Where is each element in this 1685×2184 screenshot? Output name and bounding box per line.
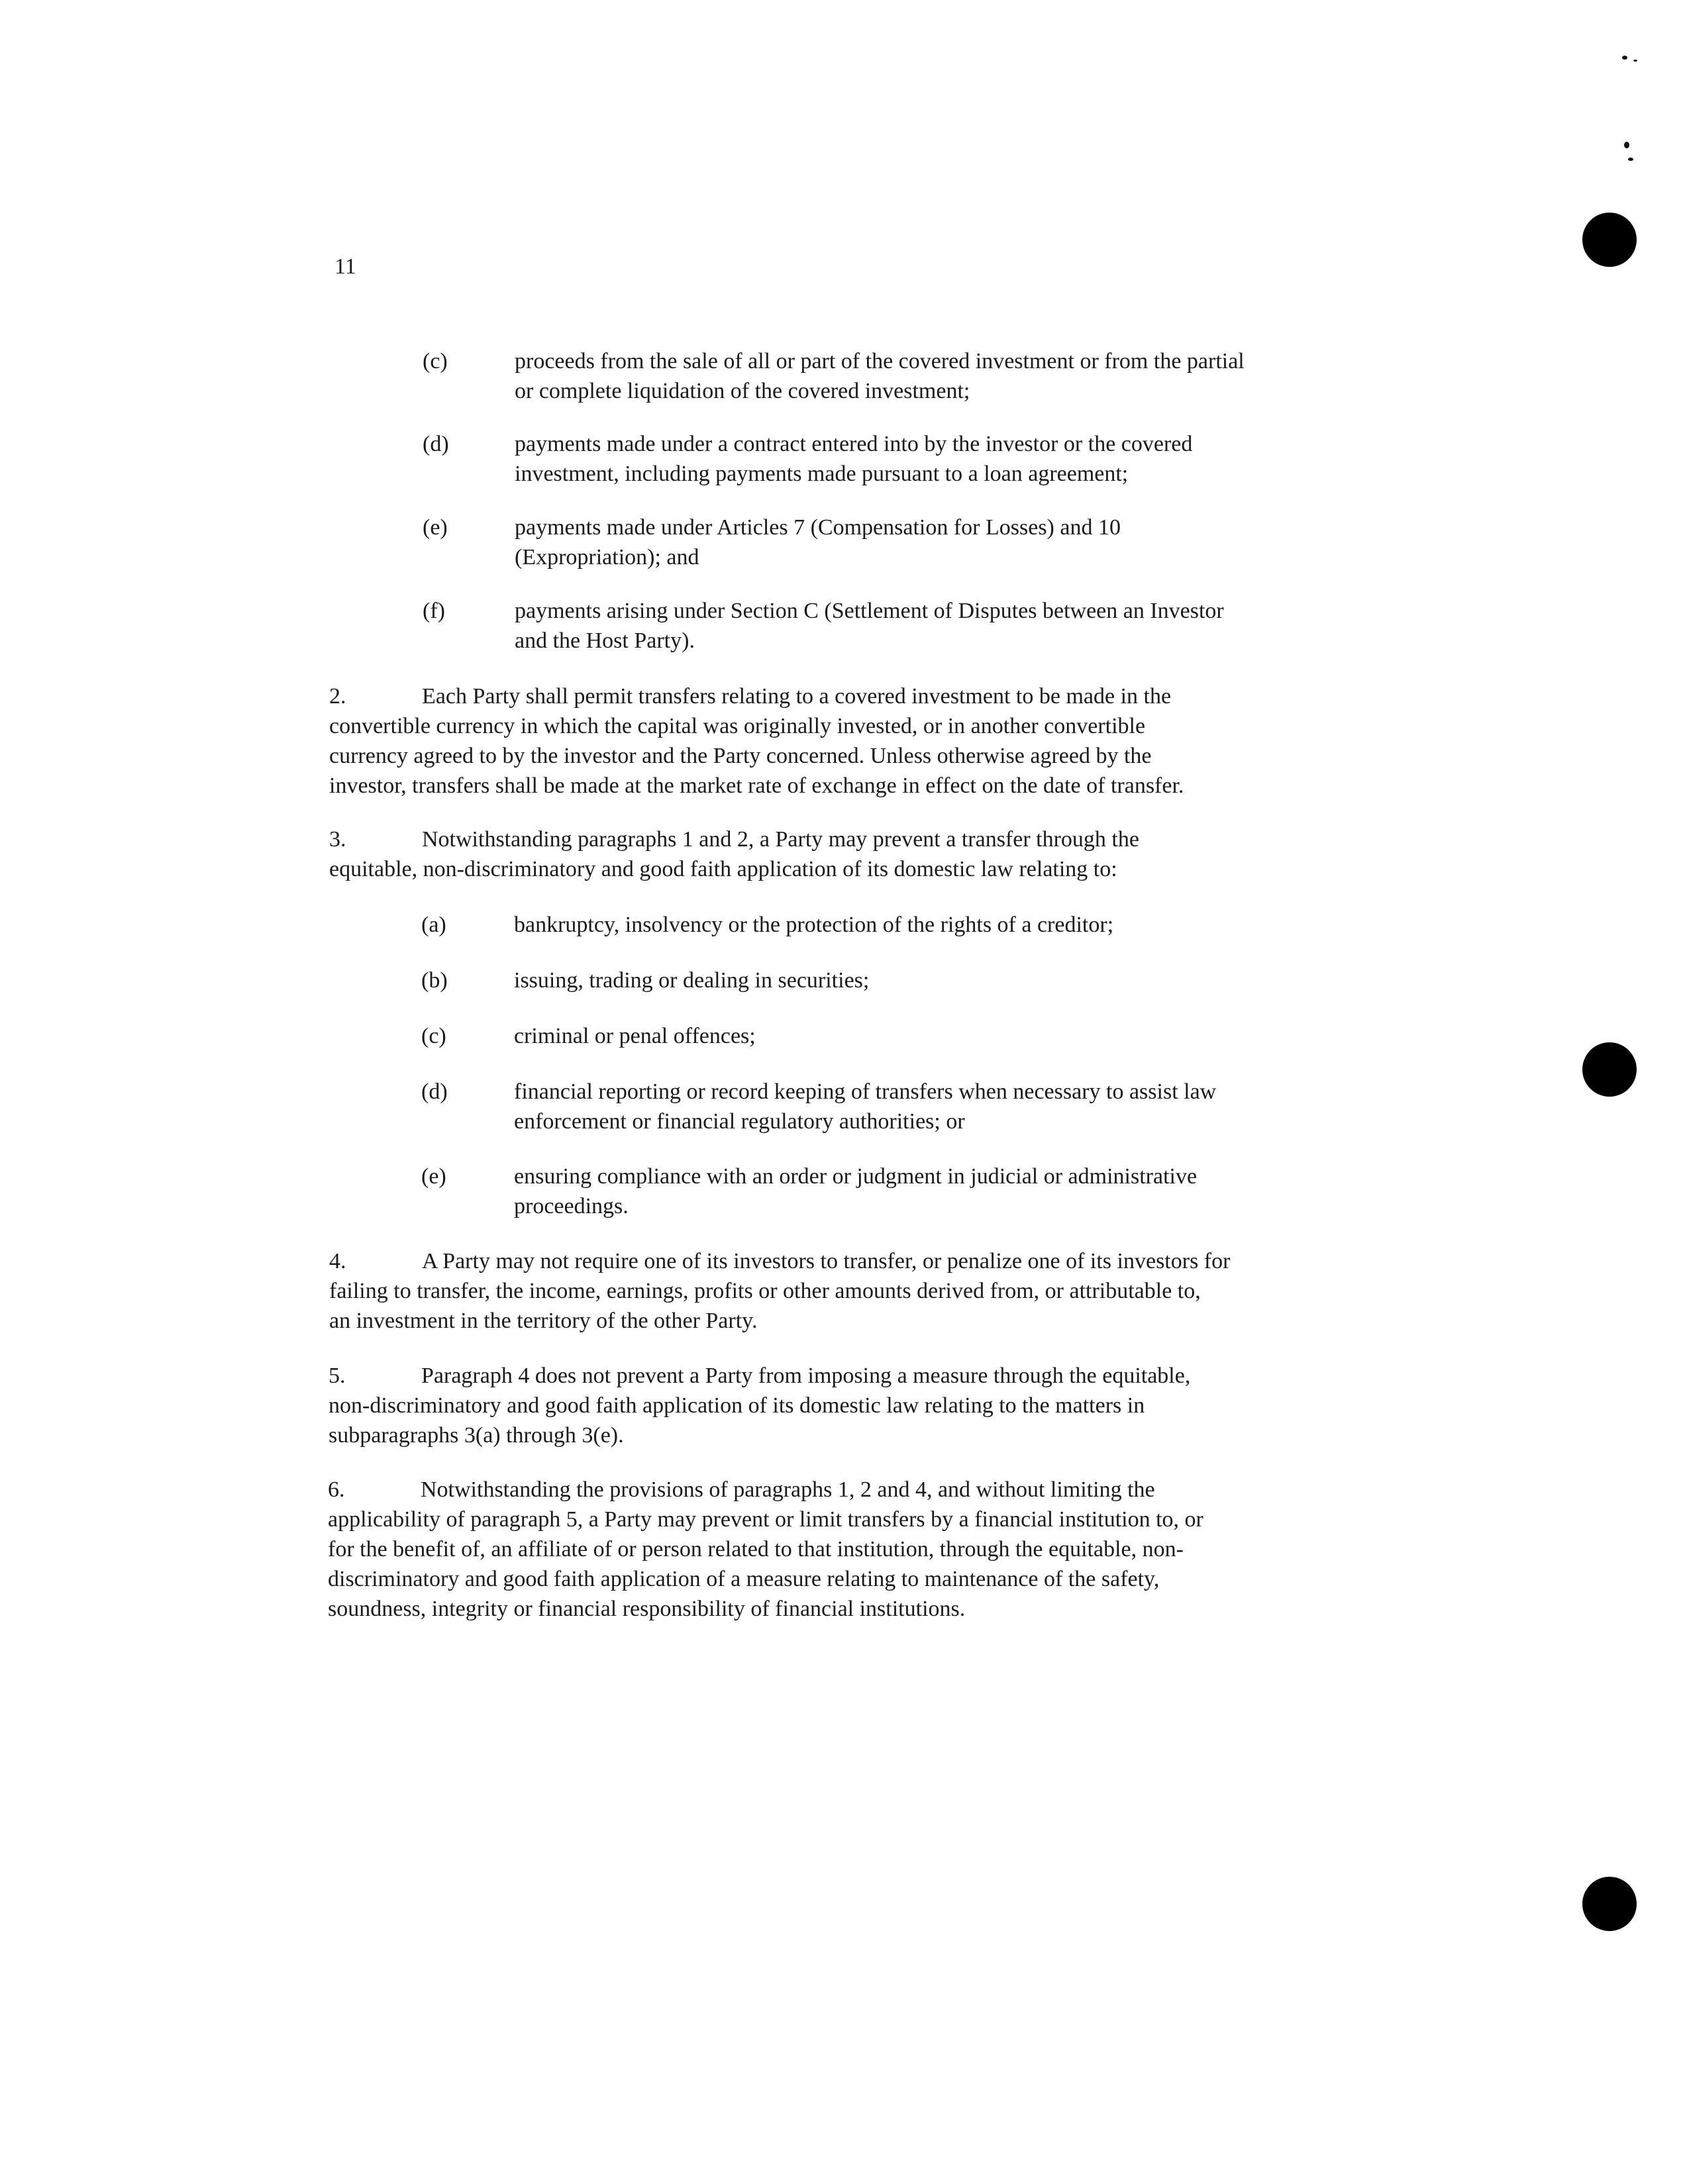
paragraph-2-line-3: currency agreed to by the investor and the Party concerned. Unless otherwise agreed by the — [329, 744, 1152, 768]
scan-speck — [1633, 60, 1637, 62]
item-label-c: (c) — [423, 349, 448, 373]
p3-item-label-b: (b) — [421, 968, 448, 993]
p3-item-e-line-1: ensuring compliance with an order or judgment in judicial or administrative — [514, 1164, 1198, 1189]
paragraph-6-line-2: applicability of paragraph 5, a Party may prevent or limit transfers by a financial institution to, or — [328, 1507, 1203, 1532]
paragraph-5-line-1: Paragraph 4 does not prevent a Party from imposing a measure through the equitable, — [421, 1364, 1191, 1388]
paragraph-2-line-4: investor, transfers shall be made at the market rate of exchange in effect on the date of transfer. — [329, 773, 1184, 798]
paragraph-6 — [328, 1475, 1203, 1624]
scan-speck — [1622, 56, 1627, 60]
paragraph-3-line-1: Notwithstanding paragraphs 1 and 2, a Party may prevent a transfer through the — [422, 827, 1139, 852]
paragraph-4 — [329, 1246, 1230, 1336]
paragraph-6-line-1: Notwithstanding the provisions of paragraphs 1, 2 and 4, and without limiting the — [421, 1477, 1155, 1502]
page-number: 11 — [334, 254, 356, 279]
paragraph-5-line-2: non-discriminatory and good faith application of its domestic law relating to the matters in — [329, 1393, 1145, 1418]
paragraph-4-line-2: failing to transfer, the income, earnings, profits or other amounts derived from, or attributable to, — [329, 1279, 1201, 1303]
paragraph-5-line-3: subparagraphs 3(a) through 3(e). — [329, 1423, 624, 1448]
p3-item-label-c: (c) — [421, 1024, 446, 1048]
punch-hole-bottom — [1582, 1877, 1637, 1931]
paragraph-5-number: 5. — [329, 1364, 346, 1388]
item-label-e: (e) — [423, 515, 448, 540]
item-text-d — [515, 429, 1192, 489]
item-f-line-2: and the Host Party). — [515, 628, 695, 653]
item-d-line-2: investment, including payments made pursuant to a loan agreement; — [515, 462, 1129, 486]
item-c-line-1: proceeds from the sale of all or part of the covered investment or from the partial — [515, 349, 1245, 373]
p3-item-text-e — [514, 1162, 1197, 1221]
punch-hole-top — [1582, 213, 1637, 267]
p3-item-text-b — [514, 966, 869, 995]
p3-item-a-line-1: bankruptcy, insolvency or the protection of the rights of a creditor; — [514, 913, 1114, 937]
item-e-line-1: payments made under Articles 7 (Compensation for Losses) and 10 — [515, 515, 1121, 540]
item-label-d: (d) — [423, 432, 449, 456]
paragraph-4-line-3: an investment in the territory of the other Party. — [329, 1309, 758, 1333]
item-label-f: (f) — [423, 599, 445, 623]
p3-item-b-line-1: issuing, trading or dealing in securities; — [514, 968, 870, 993]
item-e-line-2: (Expropriation); and — [515, 545, 699, 570]
p3-item-text-a — [514, 910, 1113, 940]
paragraph-6-line-4: discriminatory and good faith application of a measure relating to maintenance of the safety, — [328, 1567, 1160, 1591]
item-d-line-1: payments made under a contract entered into by the investor or the covered — [515, 432, 1193, 456]
paragraph-6-line-3: for the benefit of, an affiliate of or person related to that institution, through the equitable, non- — [328, 1537, 1184, 1562]
paragraph-2 — [329, 681, 1184, 801]
paragraph-5 — [329, 1361, 1190, 1450]
p3-item-c-line-1: criminal or penal offences; — [514, 1024, 756, 1048]
scan-speck — [1624, 142, 1629, 148]
p3-item-label-d: (d) — [421, 1079, 448, 1104]
paragraph-6-line-5: soundness, integrity or financial responsibility of financial institutions. — [328, 1597, 966, 1621]
item-text-e — [515, 513, 1121, 572]
paragraph-4-line-1: A Party may not require one of its investors to transfer, or penalize one of its investors for — [422, 1249, 1231, 1273]
paragraph-2-number: 2. — [329, 684, 346, 709]
p3-item-text-d — [514, 1077, 1216, 1136]
punch-hole-middle — [1582, 1042, 1637, 1097]
p3-item-label-a: (a) — [421, 913, 446, 937]
paragraph-4-number: 4. — [329, 1249, 346, 1273]
item-f-line-1: payments arising under Section C (Settlement of Disputes between an Investor — [515, 599, 1224, 623]
paragraph-2-line-2: convertible currency in which the capital was originally invested, or in another convertible — [329, 714, 1146, 738]
p3-item-d-line-1: financial reporting or record keeping of transfers when necessary to assist law — [514, 1079, 1217, 1104]
paragraph-6-number: 6. — [328, 1477, 345, 1502]
paragraph-3 — [329, 824, 1139, 884]
item-c-line-2: or complete liquidation of the covered investment; — [515, 379, 970, 403]
p3-item-d-line-2: enforcement or financial regulatory authorities; or — [514, 1109, 965, 1134]
paragraph-3-line-2: equitable, non-discriminatory and good faith application of its domestic law relating to: — [329, 857, 1117, 881]
scan-speck — [1628, 158, 1633, 161]
item-text-c — [515, 346, 1245, 406]
paragraph-2-line-1: Each Party shall permit transfers relating to a covered investment to be made in the — [422, 684, 1172, 709]
p3-item-text-c — [514, 1021, 756, 1051]
p3-item-e-line-2: proceedings. — [514, 1194, 629, 1218]
paragraph-3-number: 3. — [329, 827, 346, 852]
item-text-f — [515, 596, 1224, 656]
p3-item-label-e: (e) — [421, 1164, 446, 1189]
